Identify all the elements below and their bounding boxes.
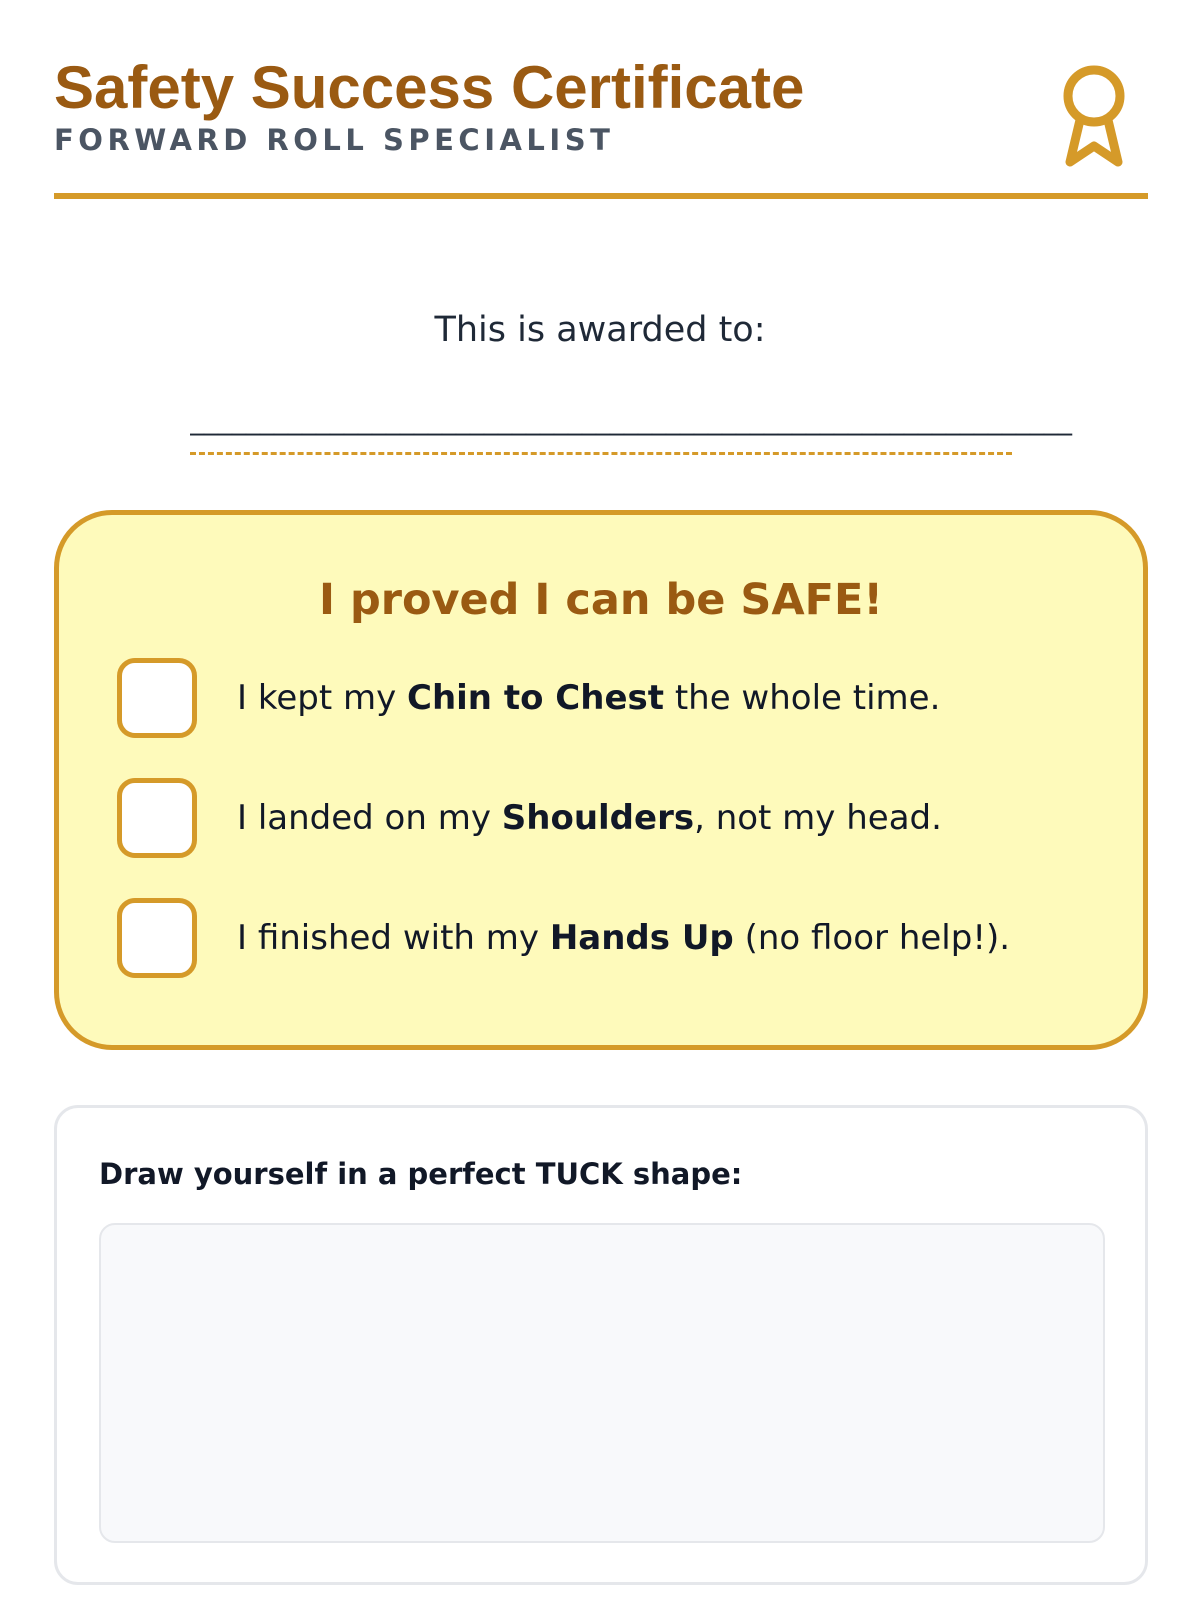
certificate-title: Safety Success Certificate [54,54,805,121]
checklist-item-chin-to-chest [117,658,1117,738]
name-dashed-underline [190,452,1012,455]
header-divider [54,193,1148,199]
drawing-prompt: Draw yourself in a perfect TUCK shape: [99,1157,743,1191]
checklist-item-hands-up [117,898,1117,978]
checkbox-chin-to-chest[interactable] [117,658,197,738]
checklist-item-shoulders [117,778,1117,858]
checklist-text: I landed on my Shoulders, not my head. [237,798,942,838]
certificate-header [54,52,1148,202]
checkbox-shoulders[interactable] [117,778,197,858]
awarded-to-label: This is awarded to: [434,310,766,350]
certificate-subtitle: FORWARD ROLL SPECIALIST [54,123,615,157]
drawing-card [54,1105,1148,1585]
safety-checklist-card [54,510,1148,1050]
safety-heading: I proved I can be SAFE! [318,575,884,625]
checklist-text: I kept my Chin to Chest the whole time. [237,678,941,718]
recipient-name-line[interactable]: _______________________________________________________________ [190,403,1072,436]
checkbox-hands-up[interactable] [117,898,197,978]
drawing-area[interactable] [99,1223,1105,1543]
award-ribbon-icon [1058,62,1130,174]
checklist-text: I finished with my Hands Up (no floor help!). [237,918,1011,958]
